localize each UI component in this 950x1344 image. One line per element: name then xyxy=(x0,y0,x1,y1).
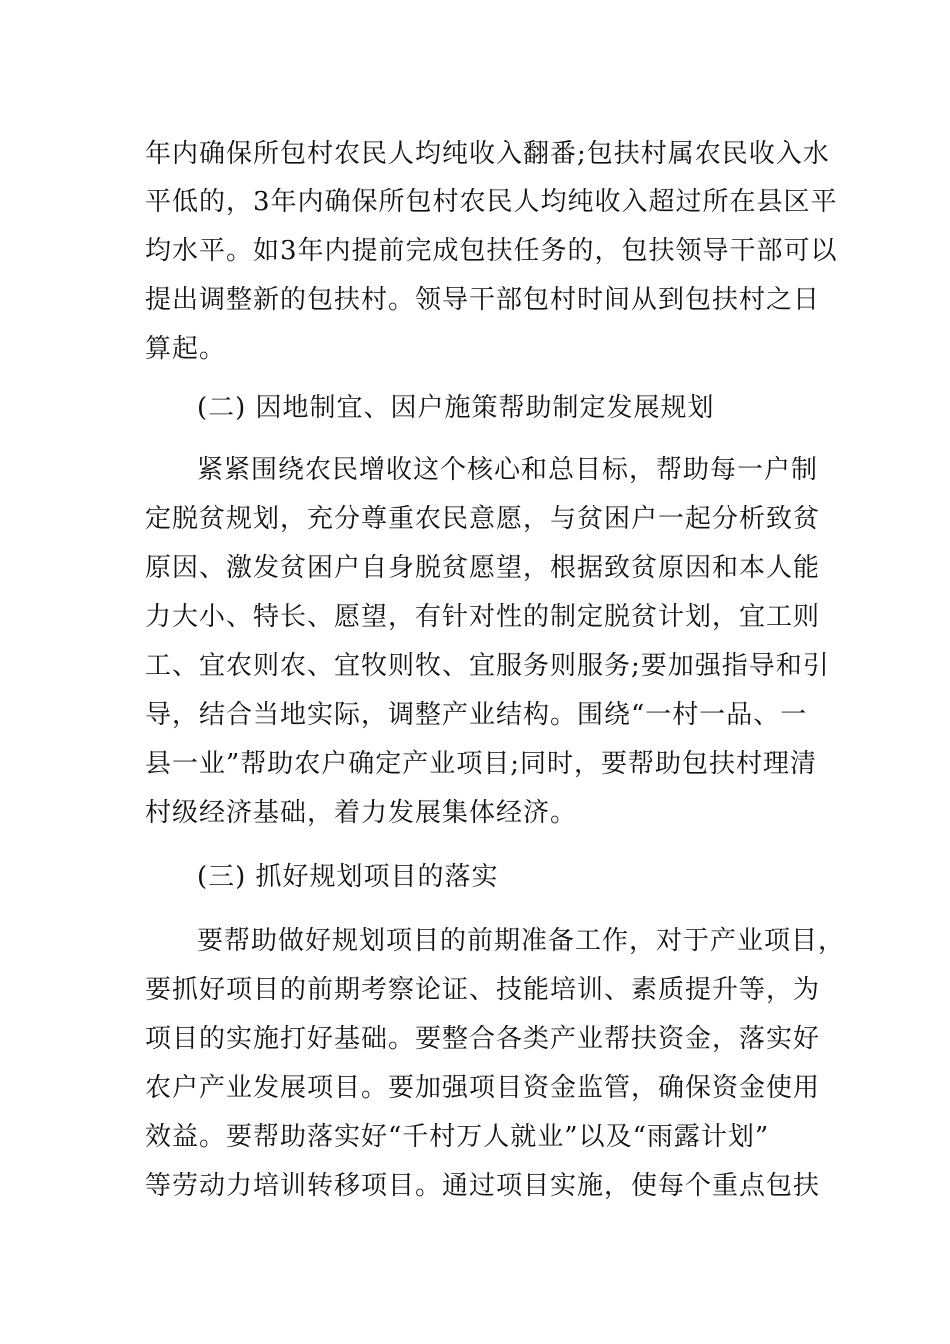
paragraph-1-line-3: 均水平。如3年内提前完成包扶任务的，包扶领导干部可以 xyxy=(145,236,838,266)
paragraph-2-line-2: 定脱贫规划，充分尊重农民意愿，与贫困户一起分析致贫 xyxy=(145,504,821,534)
paragraph-2-line-7: 县一业”帮助农户确定产业项目;同时，要帮助包扶村理清 xyxy=(145,749,818,779)
paragraph-3-line-6: 等劳动力培训转移项目。通过项目实施，使每个重点包扶 xyxy=(145,1171,821,1201)
paragraph-2-line-6: 导，结合当地实际，调整产业结构。围绕“一村一品、一 xyxy=(145,700,808,730)
paragraph-3-line-4: 农户产业发展项目。要加强项目资金监管，确保资金使用 xyxy=(145,1073,821,1103)
paragraph-3-line-2: 要抓好项目的前期考察论证、技能培训、素质提升等，为 xyxy=(145,975,821,1005)
paragraph-2-line-1: 紧紧围绕农民增收这个核心和总目标，帮助每一户制 xyxy=(197,455,819,485)
paragraph-3-line-3: 项目的实施打好基础。要整合各类产业帮扶资金，落实好 xyxy=(145,1024,821,1054)
paragraph-2-line-5: 工、宜农则农、宜牧则牧、宜服务则服务;要加强指导和引 xyxy=(145,651,830,681)
section-heading-2: (二) 因地制宜、因户施策帮助制定发展规划 xyxy=(197,393,715,423)
paragraph-3-line-1: 要帮助做好规划项目的前期准备工作，对于产业项目， xyxy=(197,926,846,956)
paragraph-1-line-2: 平低的，3年内确保所包村农民人均纯收入超过所在县区平 xyxy=(145,187,838,217)
section-heading-3: (三) 抓好规划项目的落实 xyxy=(197,862,499,892)
paragraph-3-line-5: 效益。要帮助落实好“千村万人就业”以及“雨露计划” xyxy=(145,1122,770,1152)
paragraph-1-line-5: 算起。 xyxy=(145,334,227,364)
paragraph-2-line-4: 力大小、特长、愿望，有针对性的制定脱贫计划，宜工则 xyxy=(145,602,821,632)
paragraph-2-line-3: 原因、激发贫困户自身脱贫愿望，根据致贫原因和本人能 xyxy=(145,553,821,583)
paragraph-1-line-4: 提出调整新的包扶村。领导干部包村时间从到包扶村之日 xyxy=(145,285,821,315)
paragraph-2-line-8: 村级经济基础，着力发展集体经济。 xyxy=(145,798,578,828)
paragraph-1-line-1: 年内确保所包村农民人均纯收入翻番;包扶村属农民收入水 xyxy=(145,139,830,169)
